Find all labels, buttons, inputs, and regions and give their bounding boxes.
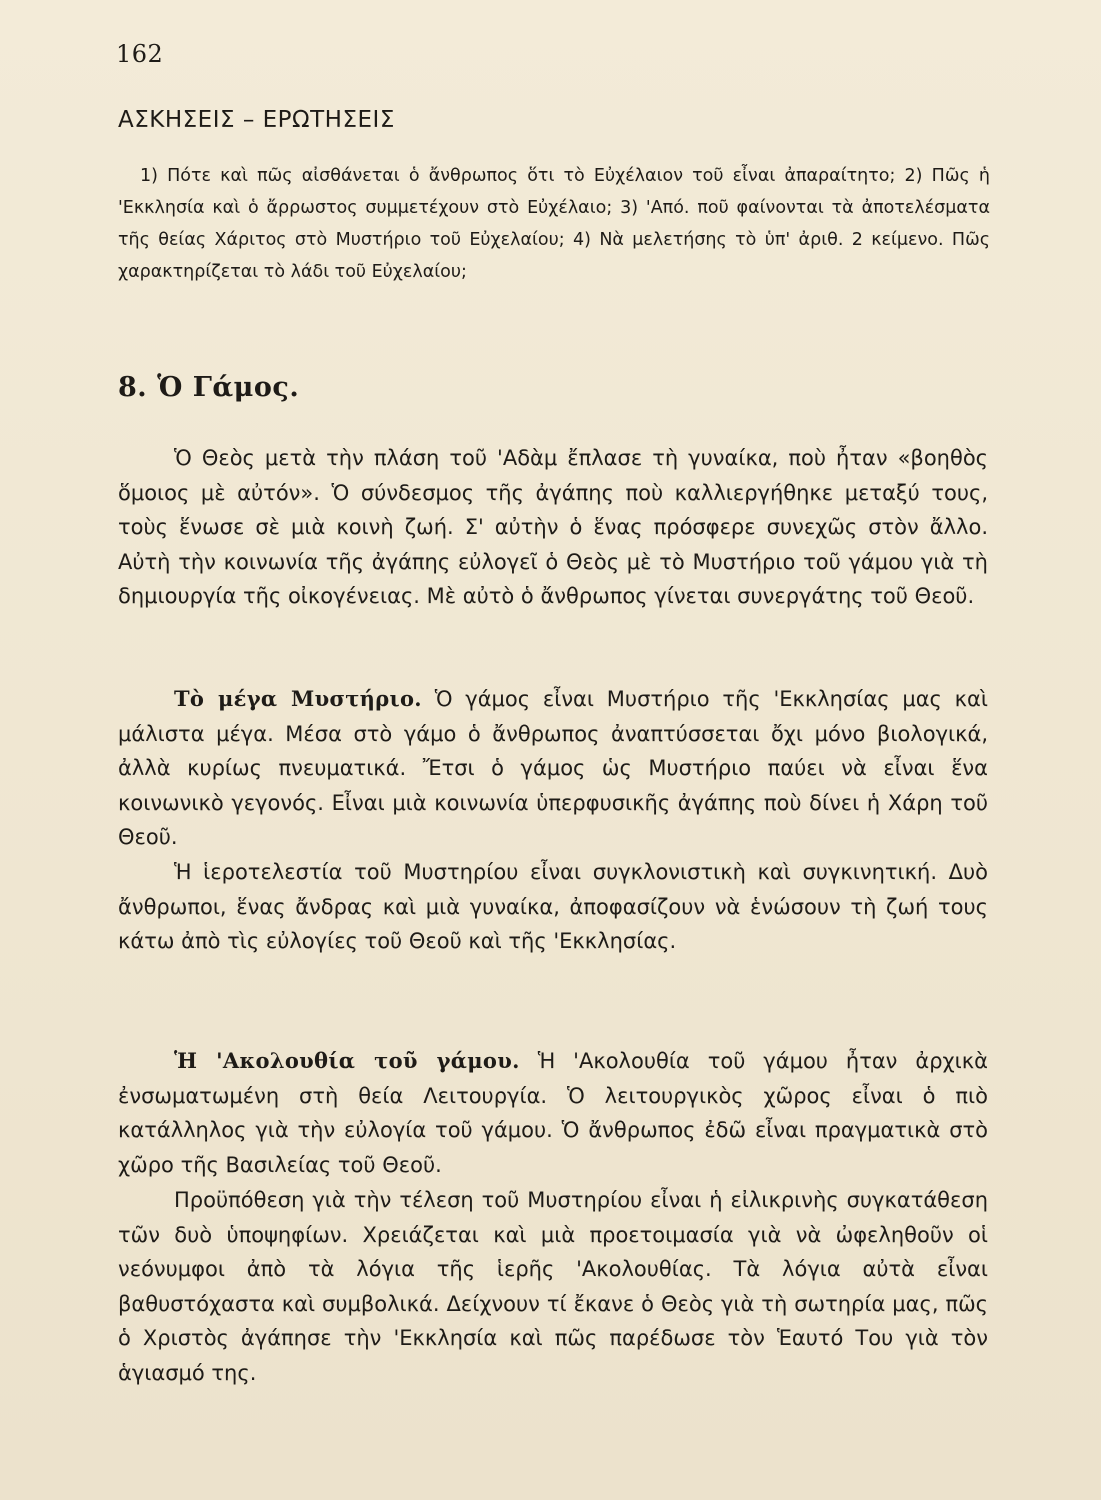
paragraph-text: Προϋπόθεση γιὰ τὴν τέλεση τοῦ Μυστηρίου εἶναι ἡ εἰλικρινὴς συγκατάθεση τῶν δυὸ ὑποψηφίων. Χρειάζεται καὶ μιὰ προετοιμασία γιὰ νὰ ὠφεληθοῦν οἱ νεόνυμφοι ἀπὸ τὰ λόγια τῆς ἱερῆς 'Ακολουθίας. Τὰ λόγια αὐτὰ εἶναι βαθυστόχαστα καὶ συμβολικά. Δείχνουν τί ἔκανε ὁ Θεὸς γιὰ τὴ σωτηρία μας, πῶς ὁ Χριστὸς ἀγάπησε τὴν 'Εκκλησία καὶ πῶς παρέδωσε τὸν Ἑαυτό Του γιὰ τὸν ἁγιασμό της. — [118, 1188, 988, 1385]
paragraph-great-mystery — [118, 682, 988, 855]
paragraph-heading: Ἡ 'Ακολουθία τοῦ γάμου. — [174, 1048, 520, 1073]
chapter-title: 8. Ὁ Γάμος. — [118, 372, 300, 403]
exercises-questions: 1) Πότε καὶ πῶς αἰσθάνεται ὁ ἄνθρωπος ὅτι τὸ Εὐχέλαιον τοῦ εἶναι ἀπαραίτητο; 2) Πῶς ἡ 'Εκκλησία καὶ ὁ ἄρρωστος συμμετέχουν στὸ Εὐχέλαιο; 3) 'Από. ποῦ φαίνονται τὰ ἀποτελέσματα τῆς θείας Χάριτος στὸ Μυστήριο τοῦ Εὐχελαίου; 4) Νὰ μελετήσης τὸ ὑπ' ἀριθ. 2 κείμενο. Πῶς χαρακτηρίζεται τὸ λάδι τοῦ Εὐχελαίου; — [118, 166, 990, 282]
paragraph-text: Ἡ 'Ακολουθία τοῦ γάμου ἦταν ἀρχικὰ ἐνσωματωμένη στὴ θεία Λειτουργία. Ὁ λειτουργικὸς χῶρος εἶναι ὁ πιὸ κατάλληλος γιὰ τὴν εὐλογία τοῦ γάμου. Ὁ ἄνθρωπος ἐδῶ εἶναι πραγματικὰ στὸ χῶρο τῆς Βασιλείας τοῦ Θεοῦ. — [118, 1049, 988, 1177]
paragraph-text: Ὁ Θεὸς μετὰ τὴν πλάση τοῦ 'Αδὰμ ἔπλασε τὴ γυναίκα, ποὺ ἦταν «βοηθὸς ὅμοιος μὲ αὐτόν». Ὁ σύνδεσμος τῆς ἀγάπης ποὺ καλλιεργήθηκε μεταξύ τους, τοὺς ἕνωσε σὲ μιὰ κοινὴ ζωή. Σ' αὐτὴν ὁ ἕνας πρόσφερε συνεχῶς στὸν ἄλλο. Αὐτὴ τὴν κοινωνία τῆς ἀγάπης εὐλογεῖ ὁ Θεὸς μὲ τὸ Μυστήριο τοῦ γάμου γιὰ τὴ δημιουργία τῆς οἰκογένειας. Μὲ αὐτὸ ὁ ἄνθρωπος γίνεται συνεργάτης τοῦ Θεοῦ. — [118, 446, 988, 608]
page-number: 162 — [116, 40, 164, 68]
exercises-heading: ΑΣΚΗΣΕΙΣ – ΕΡΩΤΗΣΕΙΣ — [118, 107, 395, 133]
paragraph-prerequisite — [118, 1183, 988, 1390]
paragraph-intro — [118, 441, 988, 614]
paragraph-text: Ὁ γάμος εἶναι Μυστήριο τῆς 'Εκκλησίας μας καὶ μάλιστα μέγα. Μέσα στὸ γάμο ὁ ἄνθρωπος ἀναπτύσσεται ὄχι μόνο βιολογικά, ἀλλὰ κυρίως πνευματικά. Ἔτσι ὁ γάμος ὡς Μυστήριο παύει νὰ εἶναι ἕνα κοινωνικὸ γεγονός. Εἶναι μιὰ κοινωνία ὑπερφυσικῆς ἀγάπης ποὺ δίνει ἡ Χάρη τοῦ Θεοῦ. — [118, 687, 988, 849]
paragraph-ceremony — [118, 855, 988, 959]
paragraph-heading: Τὸ μέγα Μυστήριο. — [174, 686, 422, 711]
paragraph-service — [118, 1044, 988, 1182]
paragraph-text: Ἡ ἱεροτελεστία τοῦ Μυστηρίου εἶναι συγκλονιστικὴ καὶ συγκινητική. Δυὸ ἄνθρωποι, ἕνας ἄνδρας καὶ μιὰ γυναίκα, ἀποφασίζουν νὰ ἑνώσουν τὴ ζωή τους κάτω ἀπὸ τὶς εὐλογίες τοῦ Θεοῦ καὶ τῆς 'Εκκλησίας. — [118, 860, 988, 953]
